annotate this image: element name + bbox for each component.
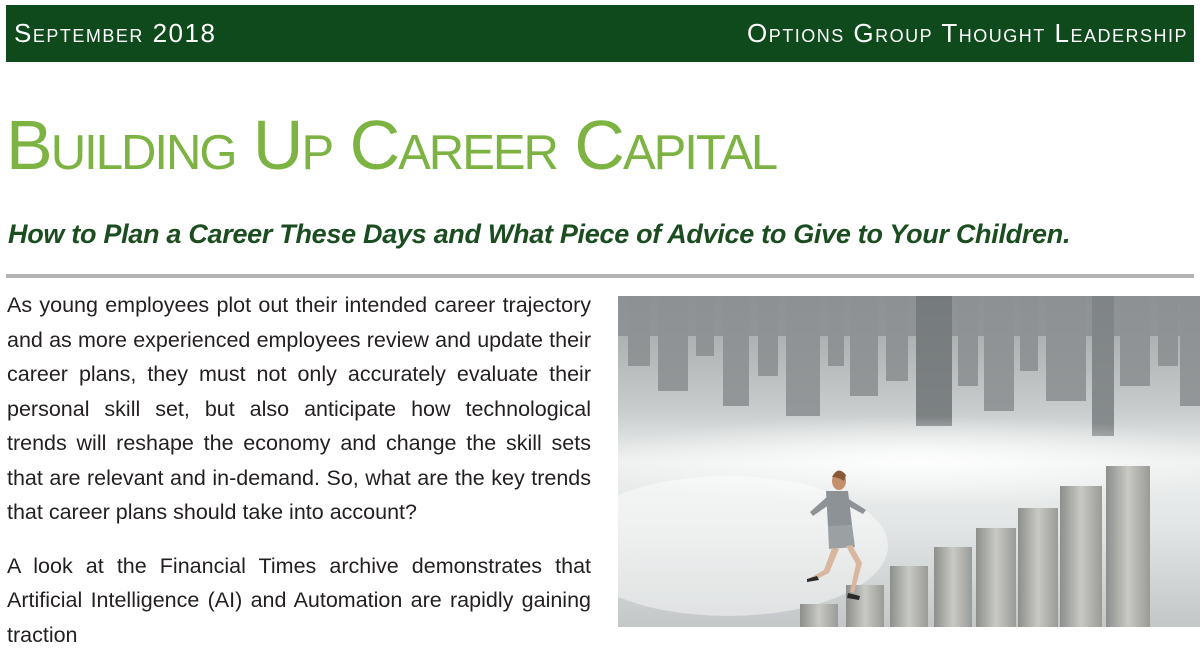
paragraph-1: As young employees plot out their intended career trajectory and as more experienced employees review and update their career plans, they must not only accurately evaluate their personal skill set, but also anticipate how technological trends will reshape the economy and change the skill sets that are relevant and in-demand. So, what are the key trends that career plans should take into account? [7, 293, 591, 524]
section-label: Options Group Thought Leadership [746, 18, 1188, 48]
article-photo [618, 296, 1200, 627]
article-title: Building Up Career Capital [6, 106, 777, 184]
header-bar [6, 5, 1194, 62]
paragraph-2: A look at the Financial Times archive demonstrates that Artificial Intelligence (AI) and Automation are rapidly gaining traction [7, 553, 591, 647]
article-body [7, 288, 591, 671]
businesswoman-climbing-stairs-photo [618, 296, 1200, 627]
article-subtitle: How to Plan a Career These Days and What Piece of Advice to Give to Your Children. [8, 219, 1071, 249]
divider [6, 274, 1194, 278]
issue-date: September 2018 [14, 18, 217, 48]
